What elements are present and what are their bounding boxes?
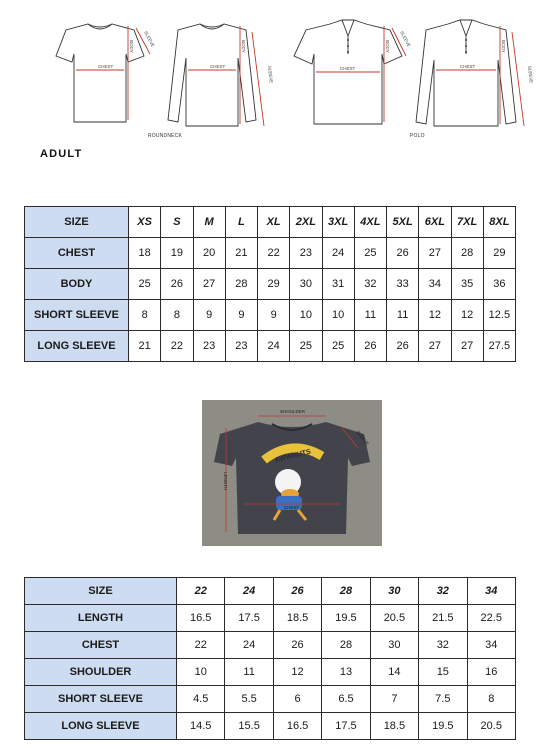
header-xl: XL: [258, 207, 290, 238]
header-3xl: 3XL: [322, 207, 354, 238]
table-cell: 24: [258, 331, 290, 362]
label-sleeve-4: SLEEVE: [527, 65, 534, 84]
table-cell: 12: [451, 300, 483, 331]
table-cell: 34: [467, 632, 515, 659]
table-cell: 8: [161, 300, 193, 331]
table-cell: 31: [322, 269, 354, 300]
row-label: SHORT SLEEVE: [25, 686, 177, 713]
photo-label-chest: CHEST: [284, 505, 300, 510]
table-cell: 16.5: [177, 605, 225, 632]
table-cell: 11: [387, 300, 419, 331]
table-cell: 30: [290, 269, 322, 300]
table-cell: 4.5: [177, 686, 225, 713]
section-title-adult: ADULT: [40, 148, 83, 160]
table-cell: 11: [354, 300, 386, 331]
table-cell: 8: [129, 300, 161, 331]
kids-size-chart: [24, 577, 516, 740]
header-m: M: [193, 207, 225, 238]
header-22: 22: [177, 578, 225, 605]
photo-label-sleeve: SLEEVE: [355, 429, 370, 447]
table-row: [25, 605, 516, 632]
table-row: [25, 331, 516, 362]
caption-roundneck: ROUNDNECK: [148, 133, 183, 139]
adult-header-row: [25, 207, 516, 238]
table-cell: 12: [273, 659, 321, 686]
table-cell: 33: [387, 269, 419, 300]
roundneck-short-sleeve-tee: [56, 24, 144, 122]
table-cell: 20.5: [467, 713, 515, 740]
label-chest-1: CHEST: [98, 64, 114, 69]
label-sleeve-2: SLEEVE: [267, 65, 274, 84]
header-5xl: 5XL: [387, 207, 419, 238]
label-chest-4: CHEST: [460, 64, 476, 69]
header-s: S: [161, 207, 193, 238]
header-30: 30: [370, 578, 418, 605]
header-4xl: 4XL: [354, 207, 386, 238]
table-cell: 34: [419, 269, 451, 300]
header-2xl: 2XL: [290, 207, 322, 238]
table-cell: 22: [161, 331, 193, 362]
header-6xl: 6XL: [419, 207, 451, 238]
table-cell: 11: [225, 659, 273, 686]
table-cell: 29: [258, 269, 290, 300]
photo-label-length: LENGTH: [223, 472, 228, 491]
header-l: L: [225, 207, 257, 238]
label-sleeve-3: SLEEVE: [399, 30, 412, 48]
row-label: LENGTH: [25, 605, 177, 632]
table-cell: 29: [483, 238, 515, 269]
label-chest-3: CHEST: [340, 66, 356, 71]
table-cell: 12: [419, 300, 451, 331]
table-cell: 18: [129, 238, 161, 269]
header-28: 28: [322, 578, 370, 605]
table-cell: 28: [322, 632, 370, 659]
table-cell: 32: [419, 632, 467, 659]
header-size: SIZE: [25, 207, 129, 238]
table-cell: 14: [370, 659, 418, 686]
kids-header-row: [25, 578, 516, 605]
table-cell: 26: [354, 331, 386, 362]
table-cell: 6: [273, 686, 321, 713]
table-cell: 23: [225, 331, 257, 362]
table-cell: 16.5: [273, 713, 321, 740]
table-cell: 26: [273, 632, 321, 659]
table-cell: 15: [419, 659, 467, 686]
adult-size-chart: [24, 206, 516, 362]
table-cell: 27: [193, 269, 225, 300]
table-cell: 18.5: [273, 605, 321, 632]
table-row: [25, 300, 516, 331]
label-body-3: BODY: [385, 40, 390, 53]
label-body-4: BODY: [501, 40, 506, 53]
table-cell: 8: [467, 686, 515, 713]
table-cell: 26: [387, 238, 419, 269]
table-cell: 20.5: [370, 605, 418, 632]
table-cell: 32: [354, 269, 386, 300]
row-label: CHEST: [25, 238, 129, 269]
print-text: AWWNUTS: [274, 448, 312, 465]
table-cell: 30: [370, 632, 418, 659]
table-cell: 28: [451, 238, 483, 269]
label-body-2: BODY: [241, 40, 246, 53]
table-cell: 17.5: [322, 713, 370, 740]
table-cell: 10: [177, 659, 225, 686]
row-label: SHORT SLEEVE: [25, 300, 129, 331]
table-cell: 25: [322, 331, 354, 362]
table-row: [25, 632, 516, 659]
table-row: [25, 269, 516, 300]
table-cell: 27: [419, 331, 451, 362]
table-cell: 9: [258, 300, 290, 331]
table-cell: 22: [258, 238, 290, 269]
label-body-1: BODY: [129, 40, 134, 53]
header-8xl: 8XL: [483, 207, 515, 238]
table-cell: 26: [161, 269, 193, 300]
table-cell: 27: [451, 331, 483, 362]
header-xs: XS: [129, 207, 161, 238]
table-cell: 24: [225, 632, 273, 659]
table-cell: 6.5: [322, 686, 370, 713]
table-cell: 5.5: [225, 686, 273, 713]
header-32: 32: [419, 578, 467, 605]
header-7xl: 7XL: [451, 207, 483, 238]
table-cell: 36: [483, 269, 515, 300]
table-cell: 9: [193, 300, 225, 331]
garment-illustrations: [40, 8, 540, 143]
table-cell: 19.5: [419, 713, 467, 740]
table-cell: 35: [451, 269, 483, 300]
table-cell: 27.5: [483, 331, 515, 362]
table-row: [25, 713, 516, 740]
table-cell: 22.5: [467, 605, 515, 632]
garment-diagram: [40, 8, 540, 143]
table-cell: 26: [387, 331, 419, 362]
table-cell: 25: [129, 269, 161, 300]
table-cell: 7.5: [419, 686, 467, 713]
table-cell: 23: [290, 238, 322, 269]
row-label: LONG SLEEVE: [25, 331, 129, 362]
label-sleeve-1: SLEEVE: [143, 30, 156, 48]
table-cell: 18.5: [370, 713, 418, 740]
table-cell: 15.5: [225, 713, 273, 740]
table-cell: 10: [322, 300, 354, 331]
table-cell: 25: [290, 331, 322, 362]
caption-polo: POLO: [410, 133, 425, 139]
table-row: [25, 686, 516, 713]
table-cell: 23: [193, 331, 225, 362]
table-cell: 7: [370, 686, 418, 713]
tshirt-photo-illustration: [202, 400, 382, 546]
table-cell: 28: [225, 269, 257, 300]
label-chest-2: CHEST: [210, 64, 226, 69]
table-row: [25, 659, 516, 686]
table-cell: 22: [177, 632, 225, 659]
table-cell: 21: [225, 238, 257, 269]
table-cell: 24: [322, 238, 354, 269]
product-photo: [202, 400, 382, 546]
table-cell: 16: [467, 659, 515, 686]
header-34: 34: [467, 578, 515, 605]
table-row: [25, 238, 516, 269]
table-cell: 20: [193, 238, 225, 269]
table-cell: 13: [322, 659, 370, 686]
row-label: CHEST: [25, 632, 177, 659]
header-26: 26: [273, 578, 321, 605]
table-cell: 19: [161, 238, 193, 269]
table-cell: 21: [129, 331, 161, 362]
table-cell: 17.5: [225, 605, 273, 632]
table-cell: 21.5: [419, 605, 467, 632]
table-cell: 14.5: [177, 713, 225, 740]
table-cell: 25: [354, 238, 386, 269]
table-cell: 12.5: [483, 300, 515, 331]
row-label: BODY: [25, 269, 129, 300]
table-cell: 19.5: [322, 605, 370, 632]
photo-label-shoulder: SHOULDER: [280, 409, 306, 414]
header-24: 24: [225, 578, 273, 605]
table-cell: 10: [290, 300, 322, 331]
row-label: SHOULDER: [25, 659, 177, 686]
table-cell: 9: [225, 300, 257, 331]
table-cell: 27: [419, 238, 451, 269]
row-label: LONG SLEEVE: [25, 713, 177, 740]
header-size: SIZE: [25, 578, 177, 605]
